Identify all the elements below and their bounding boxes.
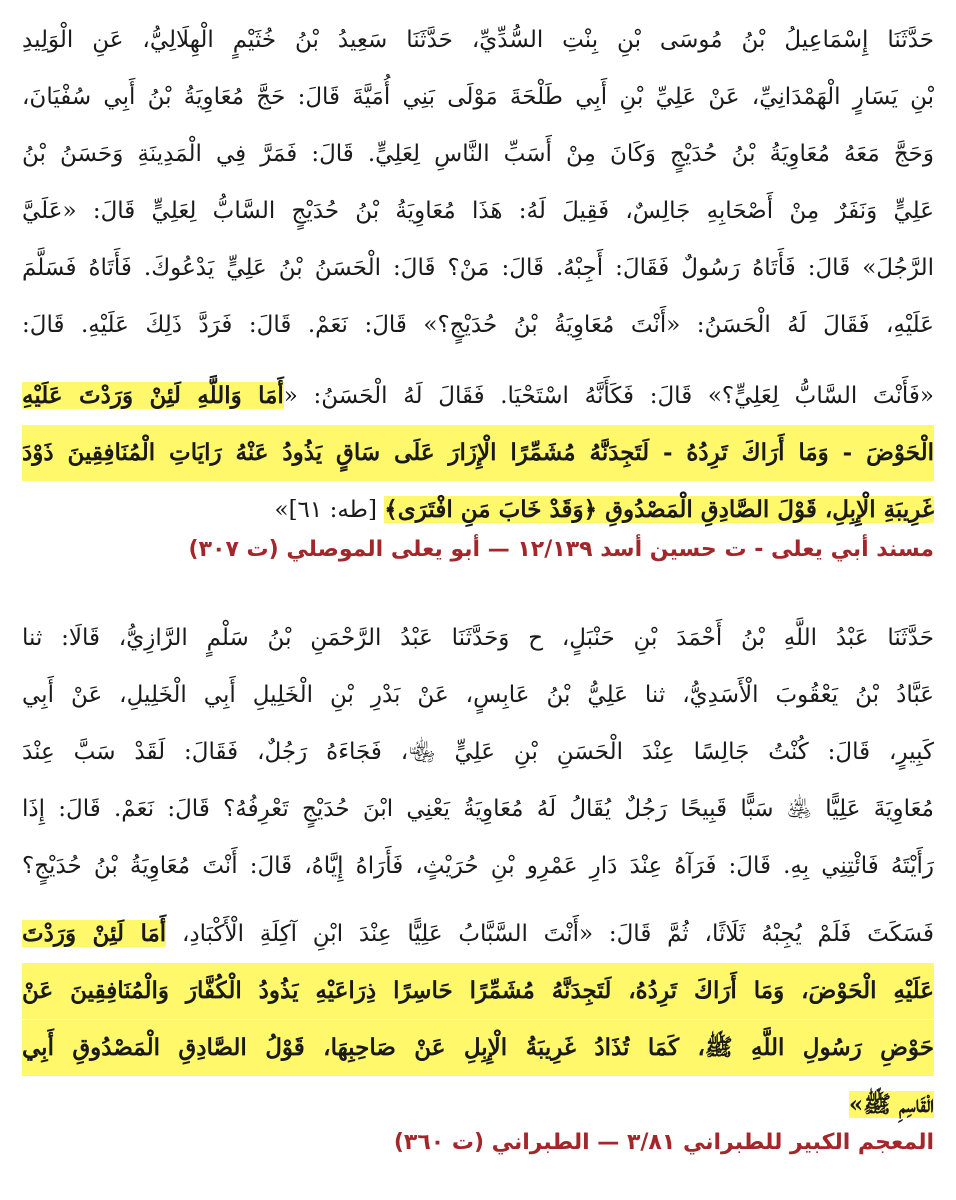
passage-2-line-6-text: فَسَكَتَ فَلَمْ يُجِبْهُ ثَلَاثًا، ثُمَّ قَالَ: «أَنْتَ السَّبَّابُ عَلِيًّا عِنْدَ ابْنِ آكِلَةِ الْأَكْبَادِ،	[166, 921, 934, 947]
passage-2-line-2: عَبَّادُ بْنُ يَعْقُوبَ الْأَسَدِيُّ، ثنا عَلِيُّ بْنُ عَابِسٍ، عَنْ بَدْرِ بْنِ الْخَلِيلِ أَبِي الْخَلِيلِ، عَنْ أَبِي	[22, 682, 934, 708]
passage-2-line-8-highlighted: حَوْضِ رَسُولِ اللَّهِ ﷺ، كَمَا تُذَادُ غَرِيبَةُ الْإِبِلِ عَنْ صَاحِبِهَا، قَوْلُ الصَّادِقِ الْمَصْدُوقِ أَبِي	[22, 1020, 934, 1076]
passage-1-line-6: عَلَيْهِ، فَقَالَ لَهُ الْحَسَنُ: «أَنْتَ مُعَاوِيَةُ بْنُ حُدَيْجٍ؟» قَالَ: نَعَمْ. قَالَ: فَرَدَّ ذَلِكَ عَلَيْهِ. قَالَ:	[22, 312, 934, 338]
passage-2-line-3: كَبِيرٍ، قَالَ: كُنْتُ جَالِسًا عِنْدَ الْحَسَنِ بْنِ عَلِيٍّ ﵄، فَجَاءَهُ رَجُلٌ، فَقَالَ: لَقَدْ سَبَّ عِنْدَ	[22, 739, 934, 765]
passage-1-line-4: عَلِيٍّ وَنَفَرٌ مِنْ أَصْحَابِهِ جَالِسٌ، فَقِيلَ لَهُ: هَذَا مُعَاوِيَةُ بْنُ حُدَيْجٍ السَّابُّ لِعَلِيٍّ قَالَ: «عَلَيَّ	[22, 198, 934, 224]
passage-1-line-7-text: «فَأَنْتَ السَّابُّ لِعَلِيٍّ؟» قَالَ: فَكَأَنَّهُ اسْتَحْيَا. فَقَالَ لَهُ الْحَسَنُ: «	[283, 383, 934, 409]
passage-1-line-1: حَدَّثَنَا إِسْمَاعِيلُ بْنُ مُوسَى بْنِ بِنْتِ السُّدِّيِّ، حَدَّثَنَا سَعِيدُ بْنُ خُثَيْمٍ الْهِلَالِيُّ، عَنِ الْوَلِيدِ	[22, 27, 934, 53]
passage-1-line-3: وَحَجَّ مَعَهُ مُعَاوِيَةُ بْنُ حُدَيْجٍ وَكَانَ مِنْ أَسَبِّ النَّاسِ لِعَلِيٍّ. قَالَ: فَمَرَّ فِي الْمَدِينَةِ وَحَسَنُ بْنُ	[22, 141, 934, 167]
highlighted-text: غَرِيبَةِ الْإِبِلِ، قَوْلَ الصَّادِقِ الْمَصْدُوقِ ﴿وَقَدْ خَابَ مَنِ افْتَرَى﴾	[384, 496, 934, 523]
passage-1-line-7	[22, 368, 934, 424]
passage-2-line-9	[22, 1077, 934, 1133]
passage-1-line-8-highlighted: الْحَوْضَ - وَمَا أَرَاكَ تَرِدُهُ - لَتَجِدَنَّهُ مُشَمِّرًا الْإِزَارَ عَلَى سَاقٍ يَذُودُ عَنْهُ رَايَاتِ الْمُنَافِقِينَ ذَوْدَ	[22, 425, 934, 481]
highlighted-text: أَمَا وَاللَّهِ لَئِنْ وَرَدْتَ عَلَيْهِ	[22, 382, 284, 409]
source-citation-1: مسند أبي يعلى - ت حسين أسد ١٢/١٣٩ — أبو يعلى الموصلي (ت ٣٠٧)	[188, 537, 934, 562]
passage-2-line-6	[22, 906, 934, 962]
passage-1-line-9	[22, 482, 934, 538]
highlighted-text: الْقَاسِمِ ﷺ»	[848, 1091, 934, 1118]
passage-2-line-7-highlighted: عَلَيْهِ الْحَوْضَ، وَمَا أَرَاكَ تَرِدُهُ، لَتَجِدَنَّهُ مُشَمِّرًا حَاسِرًا ذِرَاعَيْهِ يَذُودُ الْكُفَّارَ وَالْمُنَافِقِينَ عَنْ	[22, 963, 934, 1019]
passage-2-line-5: رَأَيْتَهُ فَائْتِنِي بِهِ. قَالَ: فَرَآهُ عِنْدَ دَارِ عَمْرِو بْنِ حُرَيْثٍ، فَأَرَاهُ إِيَّاهُ، قَالَ: أَنْتَ مُعَاوِيَةُ بْنُ حُدَيْجٍ؟	[22, 853, 934, 879]
hadith-passage-1	[22, 12, 934, 532]
passage-1-line-2: بْنِ يَسَارٍ الْهَمْدَانِيِّ، عَنْ عَلِيِّ بْنِ أَبِي طَلْحَةَ مَوْلَى بَنِي أُمَيَّةَ قَالَ: حَجَّ مُعَاوِيَةُ بْنُ أَبِي سُفْيَانَ،	[22, 84, 934, 110]
passage-1-line-5: الرَّجُلَ» قَالَ: فَأَتَاهُ رَسُولٌ فَقَالَ: أَجِبْهُ. قَالَ: مَنْ؟ قَالَ: الْحَسَنُ بْنُ عَلِيٍّ يَدْعُوكَ. فَأَتَاهُ فَسَلَّمَ	[22, 255, 934, 281]
source-citation-2: المعجم الكبير للطبراني ٣/٨١ — الطبراني (ت ٣٦٠)	[393, 1130, 934, 1155]
hadith-passage-2	[22, 610, 934, 1120]
passage-2-line-4: مُعَاوِيَةَ عَلِيًّا ﵁ سَبًّا قَبِيحًا رَجُلٌ يُقَالُ لَهُ مُعَاوِيَةُ يَعْنِي ابْنَ حُدَيْجٍ تَعْرِفُهُ؟ قَالَ: نَعَمْ. قَالَ: إِذَا	[22, 796, 934, 822]
highlighted-text: أَمَا لَئِنْ وَرَدْتَ	[22, 920, 167, 947]
passage-2-line-1: حَدَّثَنَا عَبْدُ اللَّهِ بْنُ أَحْمَدَ بْنِ حَنْبَلٍ، ح وَحَدَّثَنَا عَبْدُ الرَّحْمَنِ بْنُ سَلْمٍ الرَّازِيُّ، قَالَا: ثنا	[22, 625, 934, 651]
quran-reference: [طه: ٦١]»	[274, 497, 385, 523]
